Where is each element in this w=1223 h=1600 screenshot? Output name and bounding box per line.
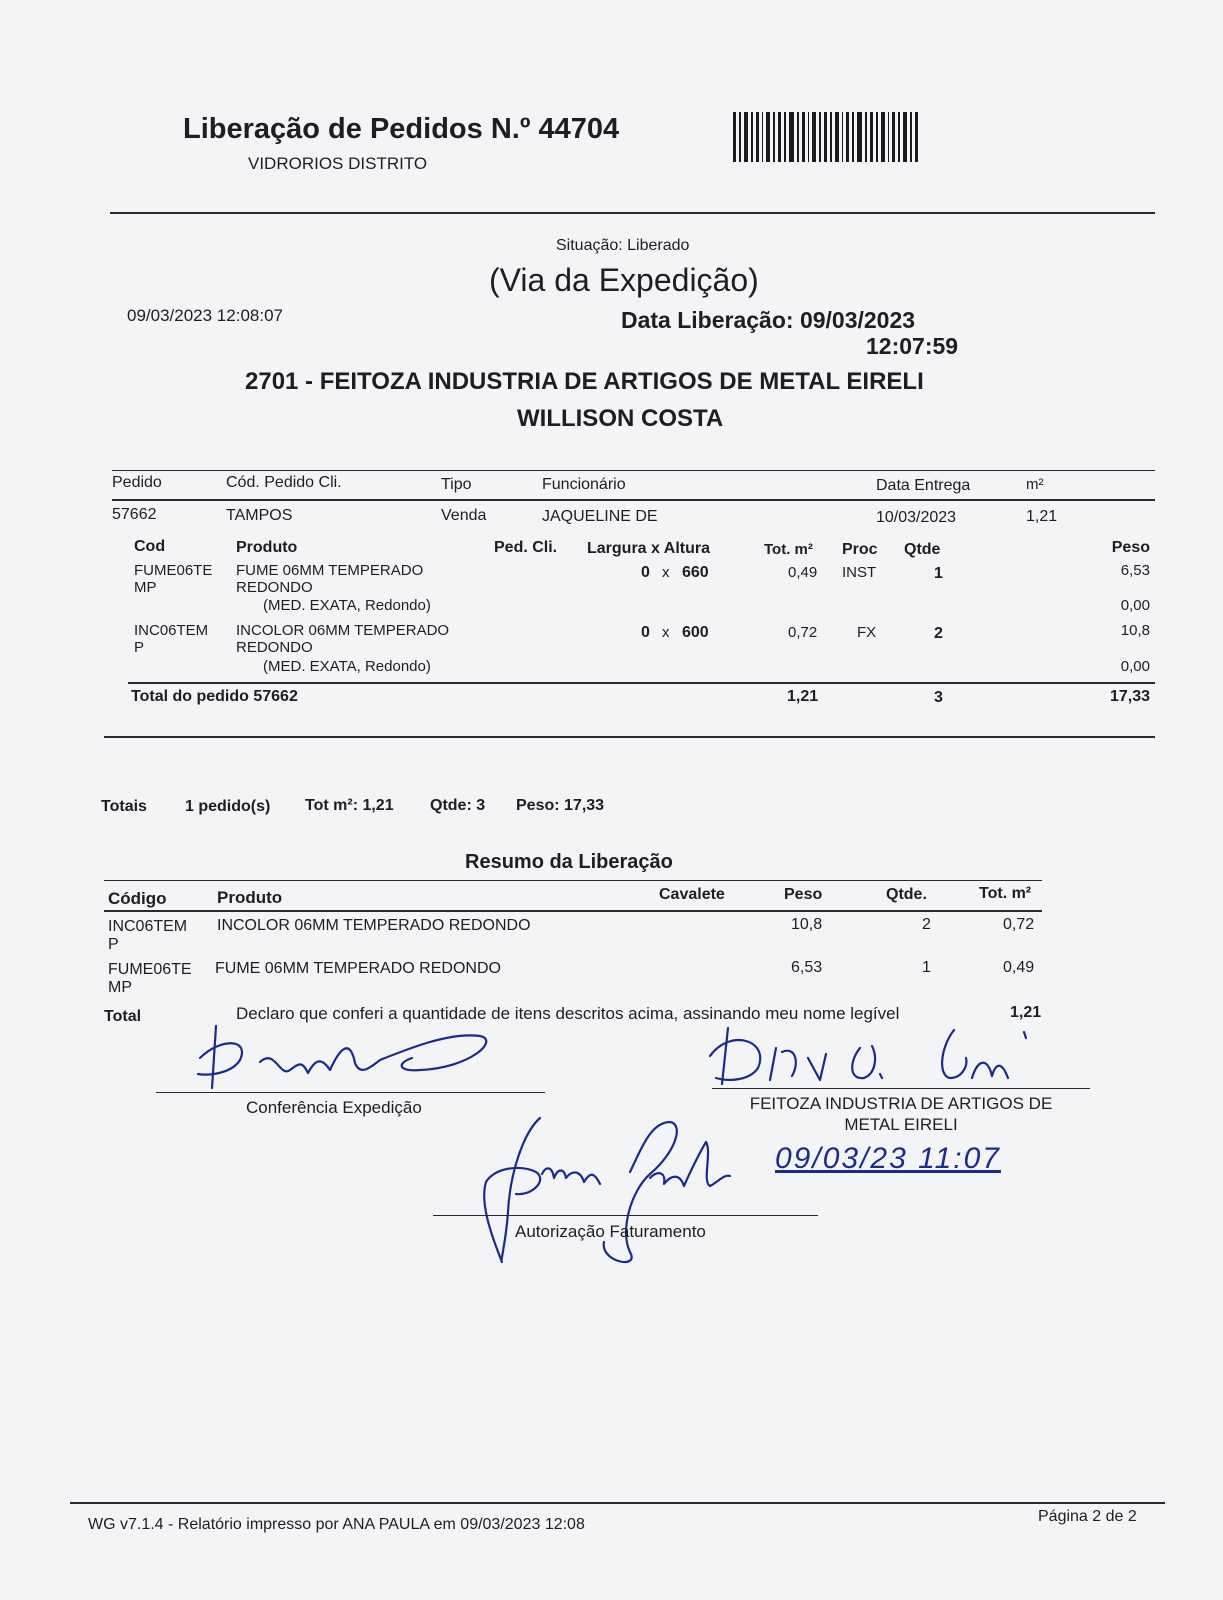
summary-produto: INCOLOR 06MM TEMPERADO REDONDO — [217, 917, 531, 934]
summary-tot-m2: 0,72 — [1003, 916, 1035, 933]
document-title: Liberação de Pedidos N.º 44704 — [183, 113, 620, 145]
autorizacao-signature — [480, 1112, 750, 1272]
footer-page-number: Página 2 de 2 — [1038, 1508, 1137, 1525]
totals-peso: Peso: 17,33 — [516, 797, 605, 814]
item-x: x — [662, 624, 670, 641]
summary-header-peso: Peso — [784, 886, 823, 903]
item-header-qtde: Qtde — [904, 541, 941, 558]
release-time: 12:07:59 — [866, 333, 959, 359]
autorizacao-label: Autorização Faturamento — [515, 1222, 706, 1241]
conferencia-label: Conferência Expedição — [246, 1098, 422, 1117]
order-total-label: Total do pedido 57662 — [131, 688, 298, 705]
item-header-peso: Peso — [1111, 539, 1150, 556]
order-m2: 1,21 — [1026, 508, 1058, 525]
summary-header-produto: Produto — [217, 888, 283, 907]
item-peso: 6,53 — [1120, 562, 1150, 579]
summary-qtde: 1 — [922, 959, 931, 976]
header-divider — [110, 212, 1155, 214]
col-header-data-entrega: Data Entrega — [876, 477, 971, 494]
status-label: Situação: Liberado — [556, 237, 690, 254]
summary-codigo-cont: MP — [108, 979, 132, 996]
summary-header-cavalete: Cavalete — [659, 886, 725, 903]
summary-header-qtde: Qtde. — [886, 886, 927, 903]
summary-header-rule — [104, 910, 1042, 912]
order-total-peso: 17,33 — [1109, 688, 1150, 705]
client-label: FEITOZA INDUSTRIA DE ARTIGOS DE — [749, 1094, 1053, 1113]
item-header-produto: Produto — [236, 539, 298, 556]
barcode-icon — [733, 112, 918, 162]
item-proc: FX — [857, 624, 877, 641]
item-header-tot-m2: Tot. m² — [764, 541, 813, 558]
company-name: VIDRORIOS DISTRITO — [248, 154, 428, 173]
summary-tot-m2: 0,49 — [1003, 959, 1035, 976]
summary-peso: 10,8 — [791, 916, 823, 933]
col-header-pedido: Pedido — [112, 474, 162, 491]
item-tot-m2: 0,49 — [788, 564, 818, 581]
summary-total-m2: 1,21 — [1010, 1004, 1042, 1021]
footer-printed-by: WG v7.1.4 - Relatório impresso por ANA PAULA em 09/03/2023 12:08 — [88, 1516, 585, 1533]
item-cod: FUME06TE — [134, 562, 213, 579]
client-name: 2701 - FEITOZA INDUSTRIA DE ARTIGOS DE METAL EIRELI — [245, 368, 924, 395]
item-header-largura-altura: Largura x Altura — [587, 540, 710, 557]
order-funcionario: JAQUELINE DE — [542, 508, 658, 525]
item-produto: FUME 06MM TEMPERADO — [236, 562, 424, 579]
order-end-rule — [104, 736, 1155, 738]
item-cod-cont: MP — [134, 579, 157, 596]
summary-codigo-cont: P — [108, 936, 119, 953]
client-contact: WILLISON COSTA — [517, 405, 724, 432]
item-note: (MED. EXATA, Redondo) — [263, 658, 431, 675]
summary-header-tot-m2: Tot. m² — [979, 885, 1032, 902]
item-x: x — [662, 564, 670, 581]
order-cod-pedido-cli: TAMPOS — [226, 507, 293, 524]
summary-qtde: 2 — [922, 916, 931, 933]
item-header-ped-cli: Ped. Cli. — [494, 539, 558, 556]
client-signature-line — [712, 1088, 1090, 1089]
summary-top-rule — [104, 880, 1042, 881]
col-header-tipo: Tipo — [441, 476, 472, 493]
item-altura: 660 — [682, 564, 709, 581]
item-tot-m2: 0,72 — [788, 624, 818, 641]
item-produto: INCOLOR 06MM TEMPERADO — [236, 622, 450, 639]
item-altura: 600 — [682, 624, 709, 641]
release-date: Data Liberação: 09/03/2023 — [621, 307, 916, 333]
order-total-qtde: 3 — [934, 689, 943, 706]
conferencia-signature — [180, 1018, 510, 1098]
conferencia-signature-line — [156, 1092, 545, 1093]
summary-peso: 6,53 — [791, 959, 823, 976]
col-header-funcionario: Funcionário — [542, 476, 626, 493]
item-note-peso: 0,00 — [1120, 597, 1150, 614]
order-total-m2: 1,21 — [787, 688, 819, 705]
totals-label: Totais — [101, 798, 147, 815]
handwritten-datetime: 09/03/23 11:07 — [775, 1142, 1001, 1175]
order-pedido: 57662 — [112, 506, 157, 523]
item-largura: 0 — [641, 564, 650, 581]
order-total-rule — [128, 682, 1155, 684]
summary-header-codigo: Código — [108, 889, 167, 908]
item-note-peso: 0,00 — [1120, 658, 1150, 675]
footer-divider — [70, 1502, 1165, 1504]
order-header-rule — [112, 499, 1155, 501]
item-qtde: 1 — [934, 565, 943, 582]
col-header-m2: m² — [1026, 476, 1044, 493]
printed-timestamp: 09/03/2023 12:08:07 — [127, 306, 283, 325]
totals-pedidos: 1 pedido(s) — [185, 798, 271, 815]
declaration-text: Declaro que conferi a quantidade de itens descritos acima, assinando meu nome legível — [236, 1004, 900, 1023]
item-produto-cont: REDONDO — [236, 579, 313, 596]
item-cod-cont: P — [134, 639, 145, 656]
totals-qtde: Qtde: 3 — [430, 797, 486, 814]
item-cod: INC06TEM — [134, 622, 209, 639]
order-data-entrega: 10/03/2023 — [876, 509, 957, 526]
client-signature — [700, 1018, 1060, 1090]
item-largura: 0 — [641, 624, 650, 641]
summary-produto: FUME 06MM TEMPERADO REDONDO — [215, 960, 501, 977]
item-note: (MED. EXATA, Redondo) — [263, 597, 431, 614]
totals-m2: Tot m²: 1,21 — [305, 797, 394, 814]
item-header-proc: Proc — [842, 541, 878, 558]
item-qtde: 2 — [934, 625, 943, 642]
order-tipo: Venda — [441, 507, 487, 524]
item-proc: INST — [842, 564, 877, 581]
summary-title: Resumo da Liberação — [465, 851, 673, 873]
summary-total-label: Total — [104, 1008, 142, 1025]
order-table-top-rule — [112, 470, 1155, 471]
autorizacao-signature-line — [433, 1215, 818, 1216]
via-label: (Via da Expedição) — [489, 262, 759, 298]
col-header-cod-pedido-cli: Cód. Pedido Cli. — [226, 474, 342, 491]
client-label-cont: METAL EIRELI — [844, 1115, 958, 1134]
item-peso: 10,8 — [1120, 622, 1150, 639]
item-header-cod: Cod — [134, 538, 166, 555]
summary-codigo: INC06TEM — [108, 918, 188, 935]
item-produto-cont: REDONDO — [236, 639, 313, 656]
summary-codigo: FUME06TE — [108, 961, 192, 978]
